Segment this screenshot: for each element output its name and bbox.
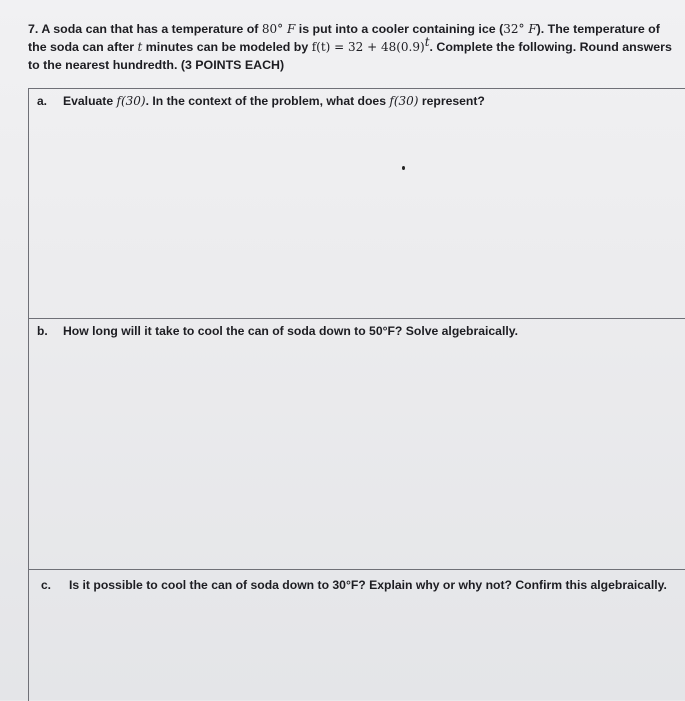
part-c-answer-box[interactable] [28, 569, 685, 701]
pen-mark [402, 166, 405, 170]
model-formula: f(t) = 32 + 48(0.9) [311, 40, 425, 54]
part-b-answer-box[interactable] [28, 318, 685, 569]
part-a-answer-box[interactable] [28, 88, 685, 318]
part-a-question: Evaluate f(30). In the context of the problem, what does f(30) represent? [63, 94, 485, 108]
part-c-question: Is it possible to cool the can of soda down to 30°F? Explain why or why not? Confirm this algebraically. [69, 578, 667, 592]
part-b-label: b. [37, 324, 48, 338]
part-b-question: How long will it take to cool the can of soda down to 50°F? Solve algebraically. [63, 324, 518, 338]
part-a-label: a. [37, 94, 48, 108]
problem-statement: 7. A soda can that has a temperature of 80° F is put into a cooler containing ice (32° F). The temperature of the soda can after t minutes can be modeled by $f(t) = 32 + 48(0.9)^t$. Complete the following. Round answers to the nearest hundredth. (3 POINTS EACH) [28, 22, 672, 72]
part-c-label: c. [41, 578, 52, 592]
